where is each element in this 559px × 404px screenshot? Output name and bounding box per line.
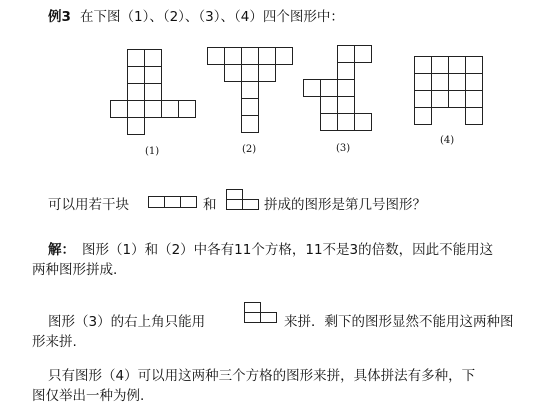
solution-line-1: 图形（1）和（2）中各有11个方格，11不是3的倍数，因此不能用这	[82, 242, 494, 258]
example-header: 在下图（1）、（2）、（3）、（4）四个图形中：	[80, 9, 344, 25]
grid-cell	[449, 57, 466, 74]
grid-cell	[128, 84, 145, 101]
grid-cell	[415, 74, 432, 91]
l-tromino-shape-2	[244, 302, 277, 323]
grid-cell	[355, 114, 372, 131]
grid-cell	[466, 108, 483, 125]
grid-cell	[338, 46, 355, 63]
grid-cell	[259, 48, 276, 65]
grid-cell	[225, 65, 242, 82]
grid-cell	[355, 46, 372, 63]
grid-cell	[338, 97, 355, 114]
grid-cell	[259, 65, 276, 82]
straight-tromino-shape	[148, 196, 197, 208]
grid-cell	[415, 108, 432, 125]
grid-cell	[145, 84, 162, 101]
grid-cell	[449, 74, 466, 91]
figure-2-label: (2)	[242, 144, 257, 155]
grid-cell	[242, 99, 259, 116]
grid-cell	[128, 67, 145, 84]
grid-cell	[242, 48, 259, 65]
grid-cell	[242, 65, 259, 82]
figure-4-label: (4)	[440, 135, 455, 146]
solution-line-2: 两种图形拼成.	[32, 262, 118, 278]
grid-cell	[466, 91, 483, 108]
example-number: 例3	[48, 9, 71, 25]
grid-cell	[128, 50, 145, 67]
grid-cell	[415, 57, 432, 74]
grid-cell	[145, 67, 162, 84]
question-text-start: 可以用若干块	[48, 197, 129, 213]
figure-3-grid	[303, 45, 372, 131]
grid-cell	[338, 63, 355, 80]
grid-cell	[242, 82, 259, 99]
grid-cell	[225, 48, 242, 65]
figure-4-grid	[414, 56, 483, 125]
para3-line-2: 图仅举出一种为例.	[32, 388, 145, 404]
figure-1-grid	[110, 49, 196, 135]
grid-cell	[338, 114, 355, 131]
grid-cell	[304, 80, 321, 97]
grid-cell	[145, 50, 162, 67]
grid-cell	[321, 114, 338, 131]
grid-cell	[145, 101, 162, 118]
grid-cell	[128, 118, 145, 135]
grid-cell	[415, 91, 432, 108]
figure-1-label: (1)	[145, 146, 160, 157]
grid-cell	[432, 74, 449, 91]
grid-cell	[128, 101, 145, 118]
figure-2-grid	[207, 47, 293, 133]
figure-3-label: (3)	[336, 143, 351, 154]
question-and: 和	[203, 197, 217, 213]
grid-cell	[276, 48, 293, 65]
para2-text-start: 图形（3）的右上角只能用	[48, 314, 206, 330]
grid-cell	[208, 48, 225, 65]
grid-cell	[179, 101, 196, 118]
grid-cell	[338, 80, 355, 97]
grid-cell	[321, 80, 338, 97]
solution-label: 解：	[48, 242, 75, 258]
grid-cell	[242, 116, 259, 133]
para3-line-1: 只有图形（4）可以用这两种三个方格的图形来拼，具体拼法有多种，下	[48, 368, 476, 384]
grid-cell	[111, 101, 128, 118]
grid-cell	[466, 57, 483, 74]
para2-line-2: 形来拼.	[32, 334, 77, 350]
question-text-end: 拼成的图形是第几号图形？	[264, 197, 426, 213]
grid-cell	[432, 91, 449, 108]
grid-cell	[432, 57, 449, 74]
grid-cell	[449, 91, 466, 108]
grid-cell	[321, 97, 338, 114]
grid-cell	[466, 74, 483, 91]
para2-text-end: 来拼．剩下的图形显然不能用这两种图	[284, 314, 514, 330]
l-tromino-shape	[226, 189, 259, 210]
grid-cell	[162, 101, 179, 118]
